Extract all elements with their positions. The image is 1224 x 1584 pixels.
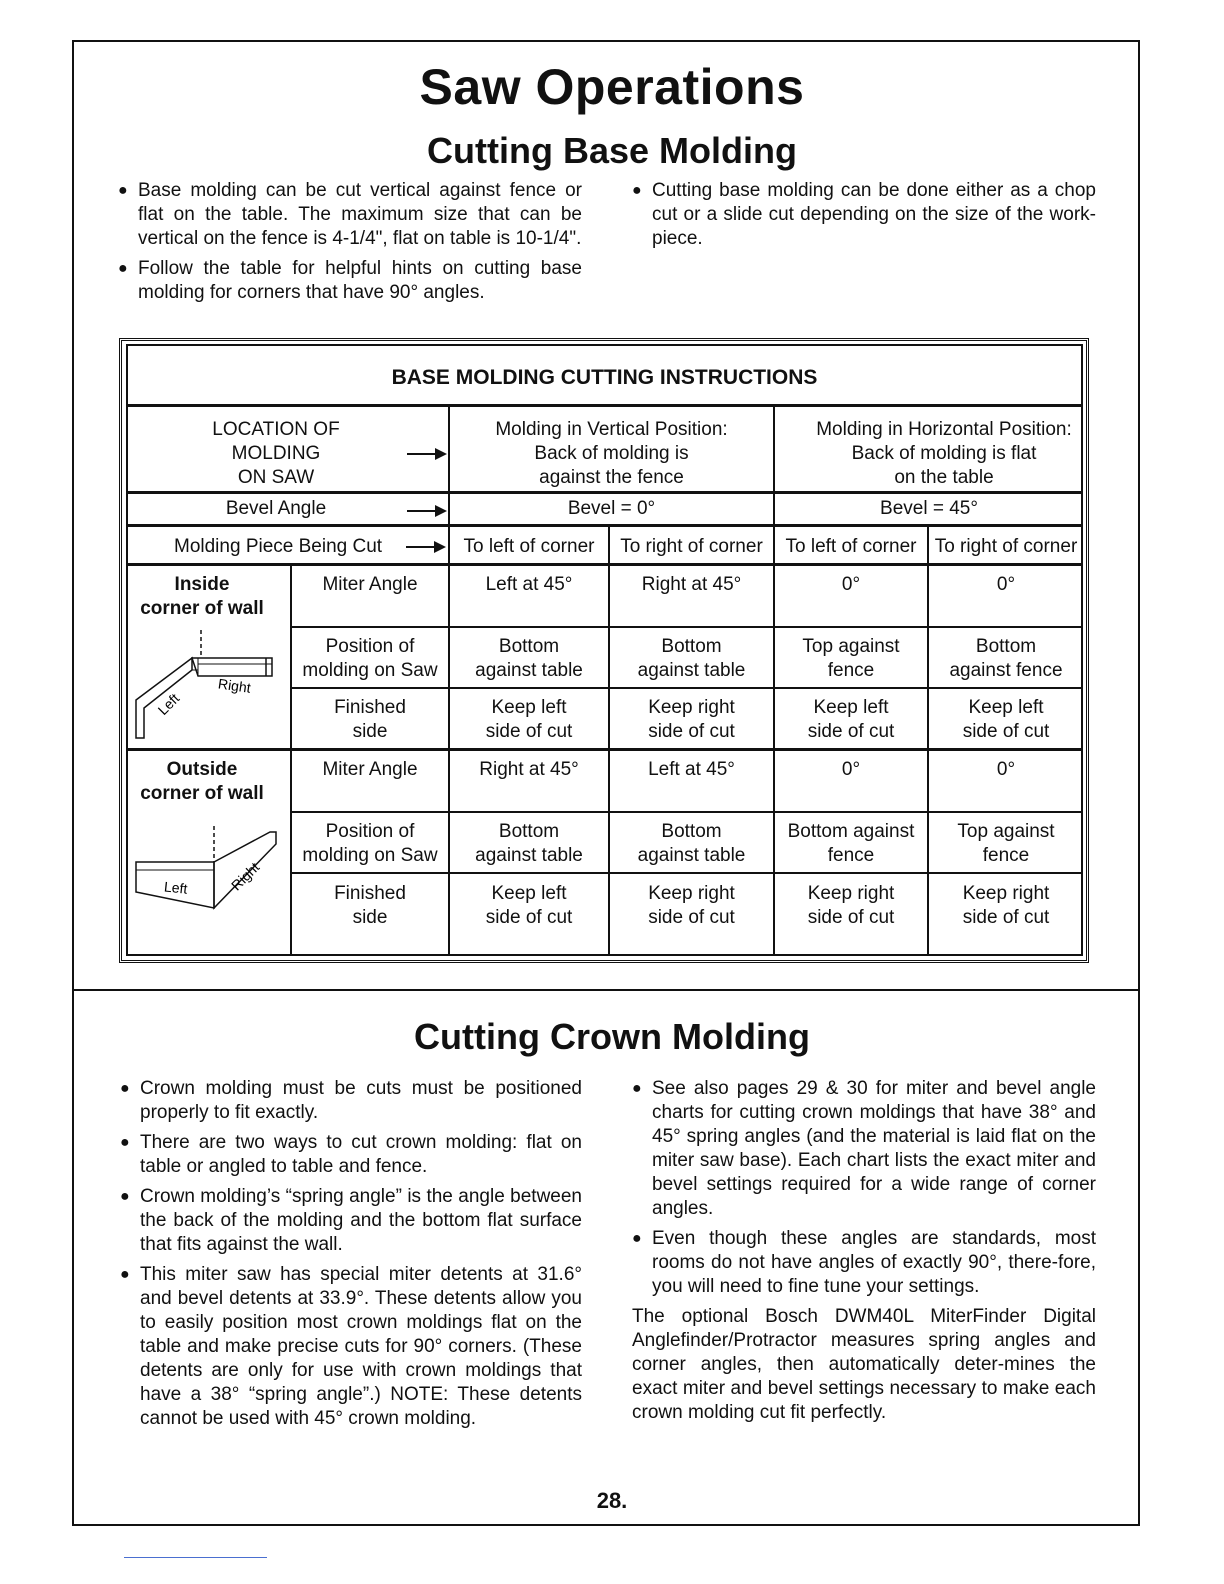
outside-r3-c4: Keep right side of cut	[962, 883, 1050, 928]
inside-row-label-1: Miter Angle	[322, 574, 418, 595]
list-item: ● Crown molding’s “spring angle” is the angle between the back of the molding and the bottom flat surface that fits against the wall.	[120, 1186, 582, 1255]
list-item: ● Cutting base molding can be done either as a chop cut or a slide cut depending on the size of the work-piece.	[632, 180, 1096, 249]
location-label: LOCATION OF MOLDING ON SAW	[126, 418, 426, 490]
inside-r2-c2: Bottom against table	[637, 636, 746, 681]
inside-row-label-2: Position of molding on Saw	[302, 636, 438, 681]
inside-r3-c4: Keep left side of cut	[962, 697, 1050, 742]
piece-col-1: To left of corner	[463, 536, 595, 557]
diagram-label-left: Left	[163, 878, 189, 897]
arrow-right-icon	[406, 546, 444, 548]
outside-r3-c3: Keep right side of cut	[807, 883, 895, 928]
inside-r2-c3: Top against fence	[802, 636, 900, 681]
section-divider	[72, 989, 1140, 991]
inside-corner-label: Inside corner of wall	[140, 574, 264, 619]
bullet-icon: ●	[632, 182, 642, 199]
outside-r2-c4: Top against fence	[957, 821, 1055, 866]
outside-r2-c1: Bottom against table	[475, 821, 583, 866]
outside-r2-c3: Bottom against fence	[787, 821, 915, 866]
bullet-icon: ●	[120, 1188, 130, 1205]
list-item: ● Follow the table for helpful hints on cutting base molding for corners that have 90° angles.	[118, 258, 582, 303]
outside-corner-label: Outside corner of wall	[140, 759, 264, 804]
list-item: ● Even though these angles are standards, most rooms do not have angles of exactly 90°, there-fore, you will need to fine tune your settings.	[632, 1228, 1096, 1297]
inside-r2-c1: Bottom against table	[475, 636, 583, 681]
crown-left-column	[120, 1077, 582, 1437]
inside-r1-c3: 0°	[841, 574, 861, 595]
outside-r3-c2: Keep right side of cut	[648, 883, 735, 928]
inside-row-label-3: Finished side	[334, 697, 406, 742]
horizontal-position-header: Molding in Horizontal Position: Back of molding is flat on the table	[816, 419, 1072, 488]
inside-r3-c2: Keep right side of cut	[648, 697, 735, 742]
bullet-icon: ●	[118, 260, 128, 277]
scan-artifact-line	[124, 1557, 267, 1558]
page-title: Saw Operations	[419, 59, 805, 115]
outside-r1-c3: 0°	[841, 759, 861, 780]
outside-r3-c1: Keep left side of cut	[485, 883, 573, 928]
table-title: BASE MOLDING CUTTING INSTRUCTIONS	[391, 366, 818, 389]
inside-r3-c1: Keep left side of cut	[485, 697, 573, 742]
list-item: ● Base molding can be cut vertical against fence or flat on the table. The maximum size that can be vertical on the fence is 4-1/4", flat on table is 10-1/4".	[118, 180, 582, 249]
outside-row-label-2: Position of molding on Saw	[302, 821, 438, 866]
arrow-right-icon	[407, 453, 445, 455]
outside-r1-c4: 0°	[996, 759, 1016, 780]
bullet-icon: ●	[118, 182, 128, 199]
bullet-icon: ●	[632, 1230, 642, 1247]
inside-r1-c4: 0°	[996, 574, 1016, 595]
outside-corner-diagram	[130, 822, 280, 914]
bullet-icon: ●	[120, 1080, 130, 1097]
piece-col-2: To right of corner	[620, 536, 763, 557]
diagram-label-left: Left	[154, 690, 183, 719]
inside-r1-c1: Left at 45°	[485, 574, 573, 595]
vertical-position-header: Molding in Vertical Position: Back of molding is against the fence	[495, 419, 728, 488]
base-right-column	[632, 179, 1096, 257]
inside-r1-c2: Right at 45°	[641, 574, 742, 595]
list-item: ● Crown molding must be cuts must be positioned properly to fit exactly.	[120, 1078, 582, 1123]
miterfinder-paragraph: The optional Bosch DWM40L MiterFinder Digital Anglefinder/Protractor measures spring angles and corner angles, then automatically deter-mines the exact miter and bevel settings necessary to make each crown molding cut fit perfectly.	[632, 1306, 1096, 1423]
diagram-label-right: Right	[217, 675, 252, 696]
arrow-right-icon	[407, 510, 445, 512]
outside-r1-c1: Right at 45°	[479, 759, 579, 780]
outside-row-label-3: Finished side	[334, 883, 406, 928]
inside-corner-diagram	[130, 628, 280, 740]
bevel-vertical: Bevel = 0°	[567, 498, 656, 519]
piece-col-4: To right of corner	[934, 536, 1078, 557]
bullet-icon: ●	[632, 1080, 642, 1097]
inside-r3-c3: Keep left side of cut	[807, 697, 895, 742]
bevel-horizontal: Bevel = 45°	[880, 498, 978, 519]
crown-molding-heading: Cutting Crown Molding	[414, 1016, 810, 1057]
list-item: ● There are two ways to cut crown molding: flat on table or angled to table and fence.	[120, 1132, 582, 1177]
inside-r2-c4: Bottom against fence	[949, 636, 1063, 681]
outside-row-label-1: Miter Angle	[322, 759, 418, 780]
outside-r2-c2: Bottom against table	[637, 821, 746, 866]
diagram-label-right: Right	[227, 859, 263, 894]
bullet-icon: ●	[120, 1134, 130, 1151]
piece-col-3: To left of corner	[785, 536, 917, 557]
list-item: ● This miter saw has special miter detents at 31.6° and bevel detents at 33.9°. These detents allow you to easily position most crown moldings flat on the table and make precise cuts for 90° corners. (These detents are only for use with crown moldings that have a 38° “spring angle”.) NOTE: These detents cannot be used with 45° crown molding.	[120, 1264, 582, 1429]
crown-right-column	[632, 1077, 1096, 1431]
list-item: ● See also pages 29 & 30 for miter and bevel angle charts for cutting crown moldings that have 38° and 45° spring angles (and the material is laid flat on the miter saw base). Each chart lists the exact miter and bevel settings required for a wide range of corner angles.	[632, 1078, 1096, 1219]
bullet-icon: ●	[120, 1266, 130, 1283]
base-molding-heading: Cutting Base Molding	[427, 130, 797, 171]
bevel-angle-label: Bevel Angle	[126, 497, 426, 521]
base-left-column	[118, 179, 582, 311]
page-number: 28.	[596, 1488, 628, 1513]
outside-r1-c2: Left at 45°	[648, 759, 735, 780]
